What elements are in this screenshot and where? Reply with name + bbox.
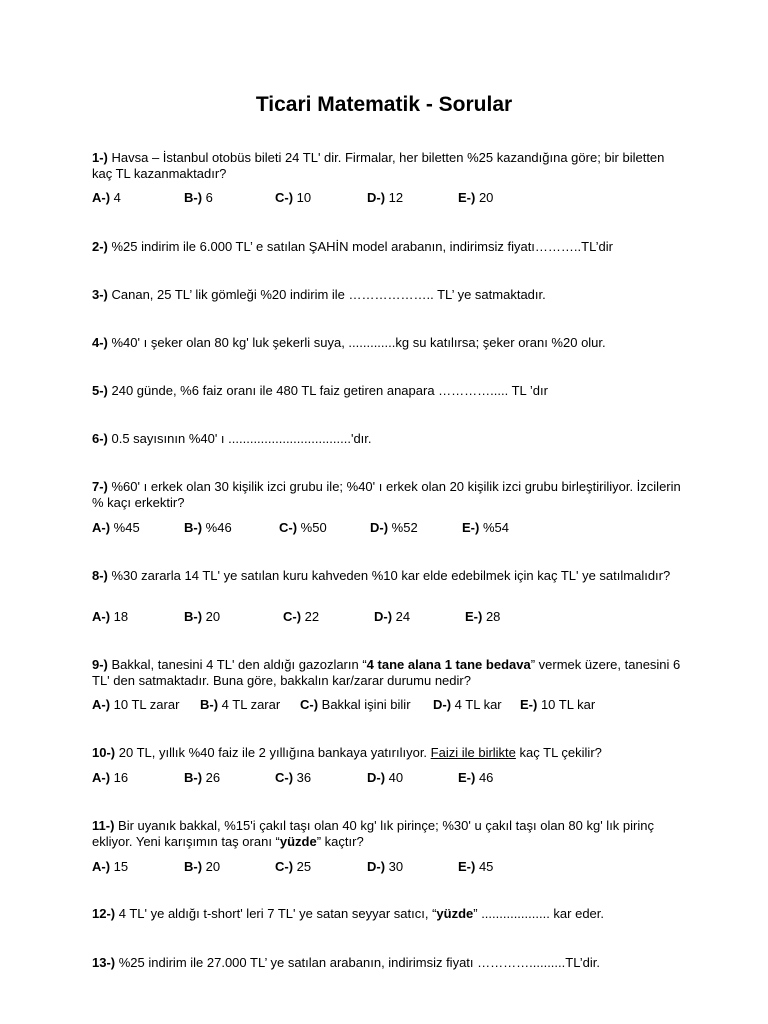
option-b: B-) 20 (184, 609, 221, 624)
question-text: Canan, 25 TL’ lik gömleği %20 indirim ile ……………….. TL’ ye satmaktadır. (107, 287, 546, 302)
question-emphasis: yüzde (436, 906, 474, 921)
question-6 (92, 431, 682, 447)
question-text: Havsa – İstanbul otobüs bileti 24 TL' dir. Firmalar, her biletten %25 kazandığına göre; bir biletten kaç TL kazanmaktadır? (92, 150, 665, 181)
question-text: %30 zararla 14 TL' ye satılan kuru kahveden %10 kar elde edebilmek için kaç TL' ye satılmalıdır? (107, 568, 671, 583)
question-10 (92, 745, 682, 761)
option-e: E-) 10 TL kar (520, 697, 596, 712)
question-text: %25 indirim ile 6.000 TL’ e satılan ŞAHİN model arabanın, indirimsiz fiyatı………..TL’dir (107, 239, 613, 254)
option-b: B-) %46 (184, 520, 232, 535)
option-a: A-) %45 (92, 520, 140, 535)
question-1 (92, 150, 682, 182)
option-b: B-) 20 (184, 859, 221, 874)
options-7 (92, 520, 692, 536)
question-underline: Faizi ile birlikte (430, 745, 516, 760)
question-emphasis: 4 tane alana 1 tane bedava (366, 657, 531, 672)
options-11 (92, 859, 692, 875)
question-13 (92, 955, 682, 971)
question-number: 1-) (92, 150, 108, 165)
option-d: D-) 30 (367, 859, 404, 874)
question-number: 13-) (92, 955, 116, 970)
question-number: 11-) (92, 818, 115, 833)
question-number: 2-) (92, 239, 108, 254)
question-text: Bir uyanık bakkal, %15'i çakıl taşı olan 40 kg' lık pirinçe; %30' u çakıl taşı olan 80 kg' lık pirinç ekliyor. Yeni karışımın taş oranı “ (92, 818, 654, 849)
option-c: C-) 36 (275, 770, 312, 785)
question-text: 0.5 sayısının %40' ı ..................................'dır. (107, 431, 372, 446)
options-8 (92, 609, 692, 625)
question-text: Bakkal, tanesini 4 TL' den aldığı gazozların “ (107, 657, 367, 672)
question-text: ” vermek üzere, tanesini 6 TL' den satmaktadır. Buna göre, bakkalın kar/zarar durumu nedir? (92, 657, 681, 688)
question-8 (92, 568, 682, 584)
option-c: C-) 10 (275, 190, 312, 205)
option-a: A-) 16 (92, 770, 129, 785)
options-9 (92, 697, 692, 713)
option-e: E-) 28 (465, 609, 501, 624)
question-text: %60' ı erkek olan 30 kişilik izci grubu ile; %40' ı erkek olan 20 kişilik izci grubu birleştiriliyor. İzcilerin % kaçı erkektir? (92, 479, 681, 510)
option-e: E-) 46 (458, 770, 494, 785)
options-10 (92, 770, 692, 786)
option-c: C-) 25 (275, 859, 312, 874)
question-9 (92, 657, 682, 689)
question-4 (92, 335, 682, 351)
question-number: 5-) (92, 383, 108, 398)
options-1 (92, 190, 692, 206)
question-emphasis: yüzde (279, 834, 317, 849)
question-number: 6-) (92, 431, 108, 446)
option-b: B-) 4 TL zarar (200, 697, 281, 712)
option-e: E-) 45 (458, 859, 494, 874)
question-number: 8-) (92, 568, 108, 583)
question-text: %40' ı şeker olan 80 kg' luk şekerli suya, .............kg su katılırsa; şeker oranı %20 olur. (107, 335, 606, 350)
question-text: 20 TL, yıllık %40 faiz ile 2 yıllığına bankaya yatırılıyor. (115, 745, 431, 760)
option-d: D-) %52 (370, 520, 418, 535)
option-c: C-) Bakkal işini bilir (300, 697, 411, 712)
question-number: 12-) (92, 906, 116, 921)
question-number: 9-) (92, 657, 108, 672)
option-d: D-) 24 (374, 609, 411, 624)
option-a: A-) 4 (92, 190, 121, 205)
option-a: A-) 15 (92, 859, 129, 874)
question-5 (92, 383, 682, 399)
question-text: %25 indirim ile 27.000 TL’ ye satılan arabanın, indirimsiz fiyatı …………..........TL’dir. (115, 955, 600, 970)
option-e: E-) 20 (458, 190, 494, 205)
option-d: D-) 40 (367, 770, 404, 785)
question-2 (92, 239, 682, 255)
option-b: B-) 6 (184, 190, 213, 205)
page-title: Ticari Matematik - Sorular (255, 93, 513, 116)
question-3 (92, 287, 682, 303)
option-a: A-) 10 TL zarar (92, 697, 180, 712)
option-c: C-) 22 (283, 609, 320, 624)
question-text: ” kaçtır? (316, 834, 364, 849)
question-12 (92, 906, 682, 922)
option-a: A-) 18 (92, 609, 129, 624)
question-text: 240 günde, %6 faiz oranı ile 480 TL faiz getiren anapara …………..... TL ’dır (107, 383, 548, 398)
option-e: E-) %54 (462, 520, 509, 535)
option-d: D-) 12 (367, 190, 404, 205)
question-number: 4-) (92, 335, 108, 350)
question-number: 7-) (92, 479, 108, 494)
question-7 (92, 479, 682, 511)
question-11 (92, 818, 682, 850)
question-number: 3-) (92, 287, 108, 302)
question-text: 4 TL' ye aldığı t-short' leri 7 TL' ye satan seyyar satıcı, “ (115, 906, 437, 921)
question-text: kaç TL çekilir? (515, 745, 602, 760)
option-b: B-) 26 (184, 770, 221, 785)
question-text: ” ................... kar eder. (473, 906, 605, 921)
question-number: 10-) (92, 745, 116, 760)
option-c: C-) %50 (279, 520, 327, 535)
option-d: D-) 4 TL kar (433, 697, 502, 712)
